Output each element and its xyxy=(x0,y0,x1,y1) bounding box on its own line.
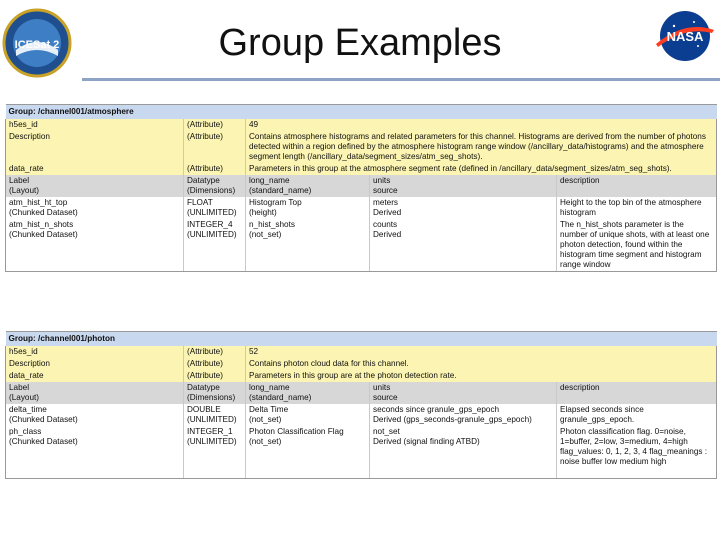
column-header-label: Label (Layout) xyxy=(6,175,184,197)
group-table-photon xyxy=(5,331,717,479)
attribute-kind: (Attribute) xyxy=(184,358,246,370)
attribute-kind: (Attribute) xyxy=(184,119,246,131)
dataset-description: Elapsed seconds since granule_gps_epoch. xyxy=(557,404,717,426)
attribute-value: Contains atmosphere histograms and related parameters for this channel. Histograms are derived from the number of photons detected within a region defined by the atmosphere histogram range window (/ancillary_data/histograms) and the atmosphere segment length (/ancillary_data/segment_sizes/atm_seg_shots). xyxy=(246,131,717,163)
attribute-value: Parameters in this group at the atmosphere segment rate (defined in /ancillary_data/segment_sizes/atm_seg_shots). xyxy=(246,163,717,175)
page-title: Group Examples xyxy=(218,22,502,64)
group-table-atmosphere xyxy=(5,104,717,272)
table-row xyxy=(6,404,717,426)
dataset-long-name: n_hist_shots xyxy=(249,220,295,229)
dataset-description: The n_hist_shots parameter is the number of unique shots, with at least one photon detection, found within the histogram time segment and histogram range window xyxy=(557,219,717,272)
dataset-long-name: Histogram Top xyxy=(249,198,302,207)
dataset-dims: (UNLIMITED) xyxy=(187,437,237,446)
attribute-value: Parameters in this group are at the photon detection rate. xyxy=(246,370,717,382)
column-header-description: description xyxy=(557,175,717,197)
dataset-standard-name: (not_set) xyxy=(249,415,282,424)
attribute-row xyxy=(6,131,717,163)
dataset-description: Height to the top bin of the atmosphere histogram xyxy=(557,197,717,219)
dataset-datatype: DOUBLE xyxy=(187,405,221,414)
dataset-layout: (Chunked Dataset) xyxy=(9,208,78,217)
attribute-row xyxy=(6,119,717,131)
dataset-layout: (Chunked Dataset) xyxy=(9,437,78,446)
dataset-source: Derived (gps_seconds-granule_gps_epoch) xyxy=(373,415,532,424)
dataset-standard-name: (not_set) xyxy=(249,230,282,239)
column-header-long-name: long_name (standard_name) xyxy=(246,382,370,404)
dataset-long-name: Photon Classification Flag xyxy=(249,427,344,436)
column-header-datatype: Datatype (Dimensions) xyxy=(184,175,246,197)
attribute-kind: (Attribute) xyxy=(184,131,246,163)
attribute-value: 52 xyxy=(246,346,717,358)
table-row xyxy=(6,219,717,272)
attribute-row xyxy=(6,358,717,370)
column-header-label: Label (Layout) xyxy=(6,382,184,404)
group-title: Group: /channel001/atmosphere xyxy=(6,105,717,120)
dataset-dims: (UNLIMITED) xyxy=(187,208,237,217)
attribute-name: data_rate xyxy=(6,370,184,382)
dataset-dims: (UNLIMITED) xyxy=(187,415,237,424)
attribute-row xyxy=(6,370,717,382)
svg-text:ICESat 2: ICESat 2 xyxy=(14,39,60,51)
attribute-name: h5es_id xyxy=(6,119,184,131)
dataset-layout: (Chunked Dataset) xyxy=(9,415,78,424)
title-divider xyxy=(82,78,720,81)
dataset-label: atm_hist_ht_top xyxy=(9,198,68,207)
nasa-logo xyxy=(652,8,718,64)
attribute-name: data_rate xyxy=(6,163,184,175)
dataset-units: not_set xyxy=(373,427,400,436)
column-header-description: description xyxy=(557,382,717,404)
dataset-description: Photon classification flag. 0=noise, 1=buffer, 2=low, 3=medium, 4=high flag_values: 0, 1, 2, 3, 4 flag_meanings : noise buffer low medium high xyxy=(557,426,717,478)
dataset-label: ph_class xyxy=(9,427,42,436)
column-header-units: units source xyxy=(370,175,557,197)
dataset-datatype: INTEGER_1 xyxy=(187,427,233,436)
attribute-row xyxy=(6,346,717,358)
dataset-label: atm_hist_n_shots xyxy=(9,220,74,229)
dataset-dims: (UNLIMITED) xyxy=(187,230,237,239)
dataset-source: Derived xyxy=(373,208,402,217)
attribute-value: 49 xyxy=(246,119,717,131)
dataset-units: seconds since granule_gps_epoch xyxy=(373,405,500,414)
attribute-name: Description xyxy=(6,358,184,370)
group-header xyxy=(6,105,717,120)
dataset-layout: (Chunked Dataset) xyxy=(9,230,78,239)
group-header xyxy=(6,332,717,347)
column-header-units: units source xyxy=(370,382,557,404)
attribute-name: Description xyxy=(6,131,184,163)
group-title: Group: /channel001/photon xyxy=(6,332,717,347)
dataset-source: Derived (signal finding ATBD) xyxy=(373,437,480,446)
dataset-label: delta_time xyxy=(9,405,47,414)
dataset-long-name: Delta Time xyxy=(249,405,289,414)
dataset-standard-name: (not_set) xyxy=(249,437,282,446)
column-header-row xyxy=(6,382,717,404)
dataset-datatype: FLOAT xyxy=(187,198,213,207)
dataset-source: Derived xyxy=(373,230,402,239)
svg-text:NASA: NASA xyxy=(666,29,704,44)
table-row xyxy=(6,426,717,478)
table-row xyxy=(6,197,717,219)
attribute-kind: (Attribute) xyxy=(184,370,246,382)
icesat2-logo xyxy=(2,4,72,82)
column-header-datatype: Datatype (Dimensions) xyxy=(184,382,246,404)
dataset-units: meters xyxy=(373,198,399,207)
column-header-long-name: long_name (standard_name) xyxy=(246,175,370,197)
attribute-row xyxy=(6,163,717,175)
dataset-units: counts xyxy=(373,220,398,229)
attribute-name: h5es_id xyxy=(6,346,184,358)
dataset-datatype: INTEGER_4 xyxy=(187,220,233,229)
column-header-row xyxy=(6,175,717,197)
attribute-kind: (Attribute) xyxy=(184,346,246,358)
attribute-value: Contains photon cloud data for this channel. xyxy=(246,358,717,370)
dataset-standard-name: (height) xyxy=(249,208,277,217)
attribute-kind: (Attribute) xyxy=(184,163,246,175)
